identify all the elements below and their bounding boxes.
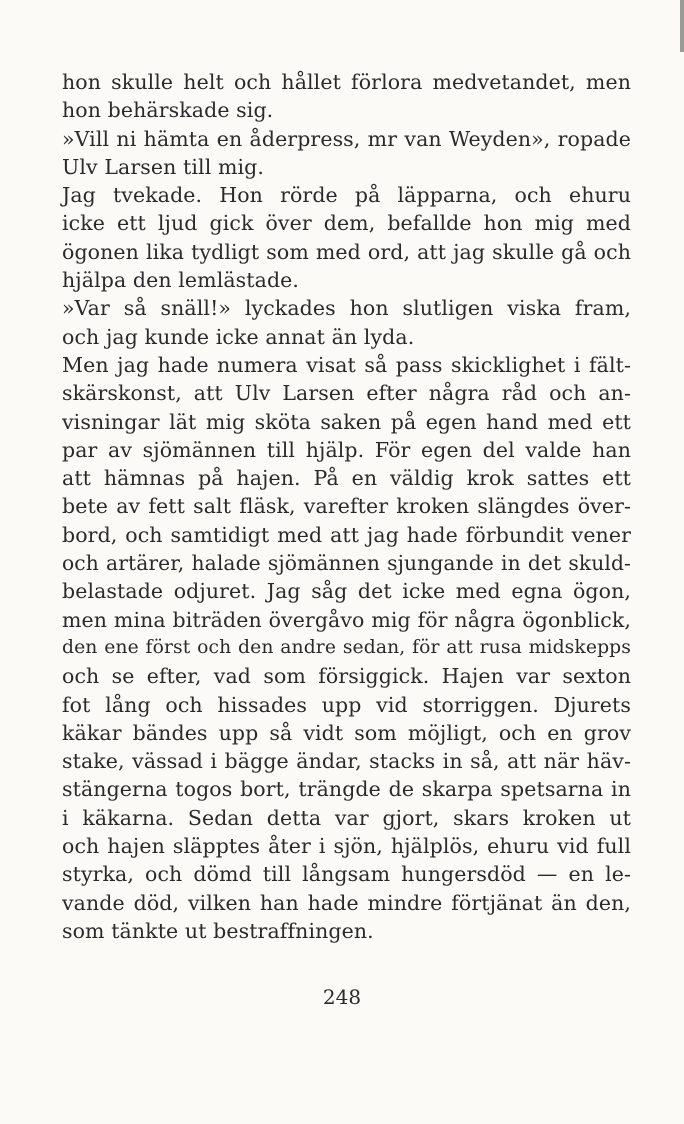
text-line: fot lång och hissades upp vid storriggen. Djurets: [62, 692, 631, 717]
text-line: bete av fett salt fläsk, varefter kroken slängdes över-: [62, 494, 631, 519]
text-line: hjälpa den lemlästade.: [62, 268, 300, 293]
page-number: 248: [322, 985, 362, 1009]
text-line: Ulv Larsen till mig.: [62, 154, 264, 179]
text-line: och hajen släpptes åter i sjön, hjälplös, ehuru vid full: [62, 834, 631, 859]
text-line: bord, och samtidigt med att jag hade förbundit vener: [62, 522, 631, 547]
text-line: käkar bändes upp så vidt som möjligt, och en grov: [62, 720, 631, 745]
text-line: att hämnas på hajen. På en väldig krok sattes ett: [62, 466, 631, 491]
text-line: och jag kunde icke annat än lyda.: [62, 324, 415, 349]
text-line: stake, vässad i bägge ändar, stacks in så, att när häv-: [62, 749, 631, 774]
text-line: Men jag hade numera visat så pass skicklighet i fält-: [62, 352, 631, 377]
text-line: hon skulle helt och hållet förlora medvetandet, men: [62, 70, 631, 94]
text-line: skärskonst, att Ulv Larsen efter några råd och an-: [62, 381, 631, 406]
body-text: [62, 68, 631, 945]
text-line: och artärer, halade sjömännen sjungande in det skuld-: [62, 551, 631, 576]
text-line: Jag tvekade. Hon rörde på läpparna, och ehuru: [62, 183, 631, 208]
text-line: men mina biträden övergåvo mig för några ögonblick,: [62, 607, 631, 632]
text-line: i käkarna. Sedan detta var gjort, skars kroken ut: [62, 805, 631, 830]
text-line: »Vill ni hämta en åderpress, mr van Weyden», ropade: [62, 126, 631, 151]
text-line: par av sjömännen till hjälp. För egen del valde han: [62, 437, 631, 462]
text-line: belastade odjuret. Jag såg det icke med egna ögon,: [62, 579, 631, 604]
text-line: och se efter, vad som försiggick. Hajen var sexton: [62, 664, 631, 689]
text-line: den ene först och den andre sedan, för att rusa midskepps: [62, 636, 631, 658]
text-line: styrka, och dömd till långsam hungersdöd — en le-: [62, 862, 631, 887]
text-line: icke ett ljud gick över dem, befallde hon mig med: [62, 211, 631, 236]
text-line: »Var så snäll!» lyckades hon slutligen viska fram,: [62, 296, 631, 321]
text-line: stängerna togos bort, trängde de skarpa spetsarna in: [62, 777, 631, 802]
text-line: vande död, vilken han hade mindre förtjänat än den,: [62, 890, 631, 915]
page-edge-shadow: [680, 0, 684, 52]
text-line: hon behärskade sig.: [62, 98, 274, 123]
text-line: som tänkte ut bestraffningen.: [62, 918, 374, 943]
text-line: ögonen lika tydligt som med ord, att jag skulle gå och: [62, 239, 631, 264]
text-line: visningar lät mig sköta saken på egen hand med ett: [62, 409, 631, 434]
